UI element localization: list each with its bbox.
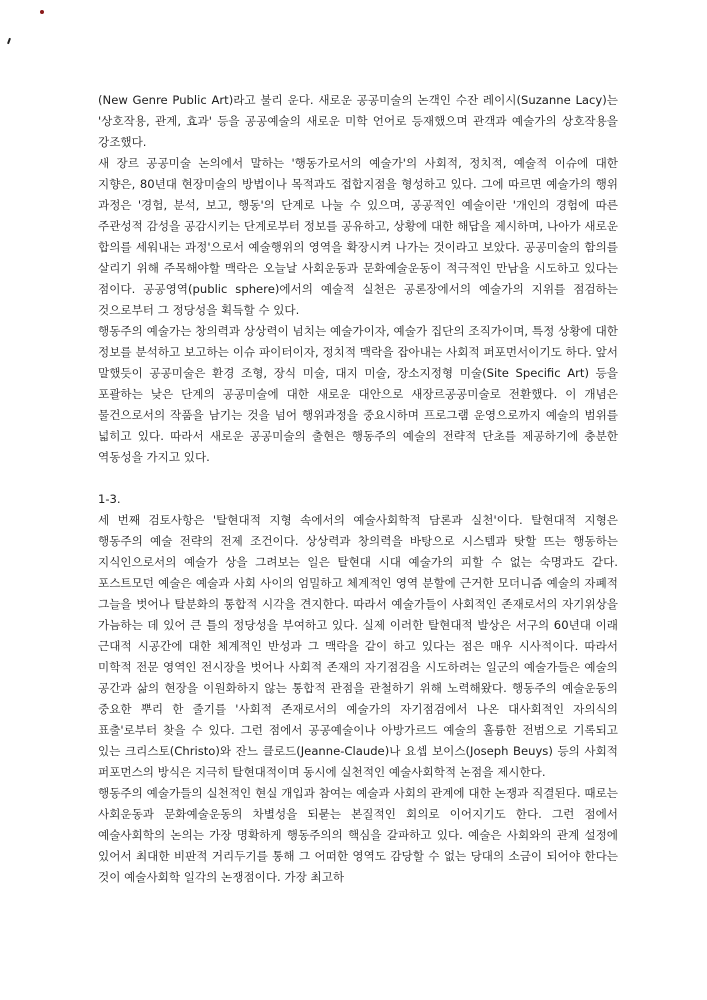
- document-body: [98, 90, 618, 888]
- red-speck-mark: [40, 10, 44, 14]
- paragraph-new-genre-intro: (New Genre Public Art)라고 불리 운다. 새로운 공공미술의 논객인 수잔 레이시(Suzanne Lacy)는 '상호작용, 관계, 효과' 등을 공공예술의 새로운 미학 언어로 등재했으며 관객과 예술가의 상호작용을 강조했다.: [98, 93, 618, 149]
- paragraph-art-society-debate: 행동주의 예술가들의 실천적인 현실 개입과 참여는 예술과 사회의 관계에 대한 논쟁과 직결된다. 때로는 사회운동과 문화예술운동의 차별성을 되묻는 본질적인 회의로 이어지기도 한다. 그런 점에서 예술사회학의 논의는 가장 명확하게 행동주의의 핵심을 갈파하고 있다. 예술은 사회와의 관계 설정에 있어서 최대한 비판적 거리두기를 통해 그 어떠한 영역도 감당할 수 없는 당대의 소금이 되어야 한다는 것이 예술사회학 일각의 논쟁점이다. 가장 최고하: [98, 786, 618, 884]
- paragraph-activism-artist-role: 행동주의 예술가는 창의력과 상상력이 넘치는 예술가이자, 예술가 집단의 조직가이며, 특정 상황에 대한 정보를 분석하고 보고하는 이슈 파이터이자, 정치적 맥락을 잡아내는 사회적 퍼포먼서이기도 하다. 앞서 말했듯이 공공미술은 환경 조형, 장식 미술, 대지 미술, 장소지정형 미술(Site Specific Art) 등을 포괄하는 낮은 단계의 공공미술에 대한 새로운 대안으로 새장르공공미술로 전환했다. 이 개념은 물건으로서의 작품을 남기는 것을 넘어 행위과정을 중요시하며 프로그램 운영으로까지 예술의 범위를 넓히고 있다. 따라서 새로운 공공미술의 출현은 행동주의 예술의 전략적 단초를 제공하기에 충분한 역동성을 가지고 있다.: [98, 324, 618, 464]
- section-heading: 1-3.: [98, 492, 121, 506]
- paragraph-activist-artist: 새 장르 공공미술 논의에서 말하는 '행동가로서의 예술가'의 사회적, 정치적, 예술적 이슈에 대한 지향은, 80년대 현장미술의 방법이나 목적과도 접합지점을 형성하고 있다. 그에 따르면 예술가의 행위 과정은 '경험, 분석, 보고, 행동'의 단계로 나눌 수 있으며, 공공적인 예술이란 '개인의 경험에 따른 주관성적 감성을 공감시키는 단계로부터 정보를 공유하고, 상황에 대한 해답을 제시하며, 나아가 새로운 합의를 세워내는 과정'으로서 예술행위의 영역을 확장시켜 나가는 것이라고 보았다. 공공미술의 함의를 살리기 위해 주목해야할 맥락은 오늘날 사회운동과 문화예술운동이 적극적인 만남을 시도하고 있다는 점이다. 공공영역(public sphere)에서의 예술적 실천은 공론장에서의 예술가의 지위를 점검하는 것으로부터 그 정당성을 획득할 수 있다.: [98, 156, 618, 317]
- paragraph-postmodern-discourse: 세 번째 검토사항은 '탈현대적 지형 속에서의 예술사회학적 담론과 실천'이다. 탈현대적 지형은 행동주의 예술 전략의 전제 조건이다. 상상력과 창의력을 바탕으로 시스템과 탓할 뜨는 행동하는 지식인으로서의 예술가 상을 그려보는 일은 탈현대 시대 예술가의 피할 수 없는 숙명과도 같다. 포스트모던 예술은 예술과 사회 사이의 엄밀하고 체계적인 영역 분할에 근거한 모더니즘 예술의 자폐적 그늘을 벗어나 탈분화의 통합적 시각을 견지한다. 따라서 예술가들이 사회적인 존재로서의 자기위상을 가늠하는 데 있어 큰 틀의 정당성을 부여하고 있다. 실제 이러한 탈현대적 발상은 서구의 60년대 이래 근대적 시공간에 대한 체계적인 반성과 그 맥락을 같이 하고 있다는 점은 매우 시사적이다. 따라서 미학적 전문 영역인 전시장을 벗어나 사회적 존재의 자기점검을 시도하려는 일군의 예술가들은 예술의 공간과 삶의 현장을 이원화하지 않는 통합적 관점을 관철하기 위해 노력해왔다. 행동주의 예술운동의 중요한 뿌리 한 줄기를 '사회적 존재로서의 예술가의 자기점검에서 나온 대사회적인 자의식의 표출'로부터 찾을 수 있다. 그런 점에서 공공예술이나 아방가르드 예술의 훌륭한 전범으로 기록되고 있는 크리스토(Christo)와 잔느 클로드(Jeanne-Claude)나 요셉 보이스(Joseph Beuys) 등의 사회적 퍼포먼스의 방식은 지극히 탈현대적이며 동시에 실천적인 예술사회학적 논점을 제시한다.: [98, 513, 618, 779]
- margin-tick-mark: [7, 38, 11, 44]
